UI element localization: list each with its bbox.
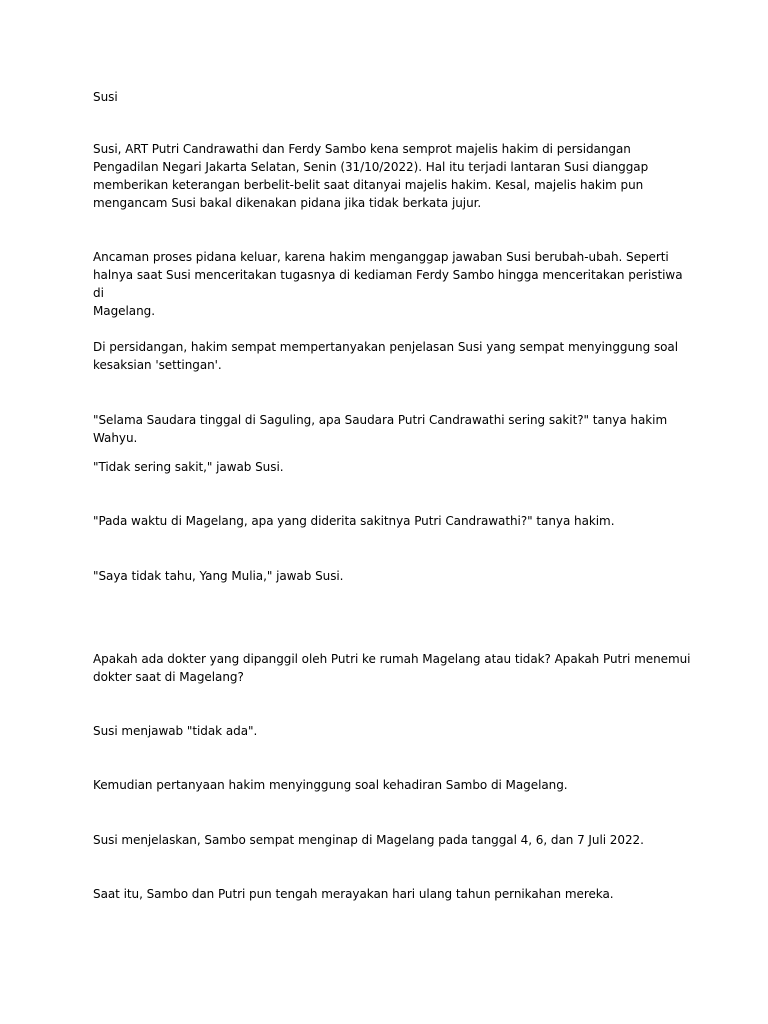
paragraph-7: "Saya tidak tahu, Yang Mulia," jawab Susi. [93, 569, 344, 583]
paragraph-10: Kemudian pertanyaan hakim menyinggung soal kehadiran Sambo di Magelang. [93, 778, 568, 792]
paragraph-6: "Pada waktu di Magelang, apa yang diderita sakitnya Putri Candrawathi?" tanya hakim. [93, 514, 615, 528]
paragraph-12: Saat itu, Sambo dan Putri pun tengah merayakan hari ulang tahun pernikahan mereka. [93, 887, 614, 901]
paragraph-11: Susi menjelaskan, Sambo sempat menginap di Magelang pada tanggal 4, 6, dan 7 Juli 2022. [93, 833, 644, 847]
paragraph-3: Di persidangan, hakim sempat mempertanyakan penjelasan Susi yang sempat menyinggung soal kesaksian 'settingan'. [93, 340, 679, 372]
paragraph-2: Ancaman proses pidana keluar, karena hakim menganggap jawaban Susi berubah-ubah. Seperti halnya saat Susi menceritakan tugasnya di kediaman Ferdy Sambo hingga menceritakan peristiwa di Magelang. [93, 250, 683, 318]
paragraph-1: Susi, ART Putri Candrawathi dan Ferdy Sambo kena semprot majelis hakim di persidangan Pengadilan Negari Jakarta Selatan, Senin (31/10/2022). Hal itu terjadi lantaran Susi dianggap memberikan keterangan berbelit-belit saat ditanyai majelis hakim. Kesal, majelis hakim pun mengancam Susi bakal dikenakan pidana jika tidak berkata jujur. [93, 142, 649, 210]
paragraph-4: "Selama Saudara tinggal di Saguling, apa Saudara Putri Candrawathi sering sakit?" tanya hakim Wahyu. [93, 413, 668, 445]
paragraph-9: Susi menjawab "tidak ada". [93, 724, 258, 738]
paragraph-5: "Tidak sering sakit," jawab Susi. [93, 460, 284, 474]
document-title: Susi [93, 90, 118, 104]
paragraph-8: Apakah ada dokter yang dipanggil oleh Putri ke rumah Magelang atau tidak? Apakah Putri menemui dokter saat di Magelang? [93, 652, 691, 684]
